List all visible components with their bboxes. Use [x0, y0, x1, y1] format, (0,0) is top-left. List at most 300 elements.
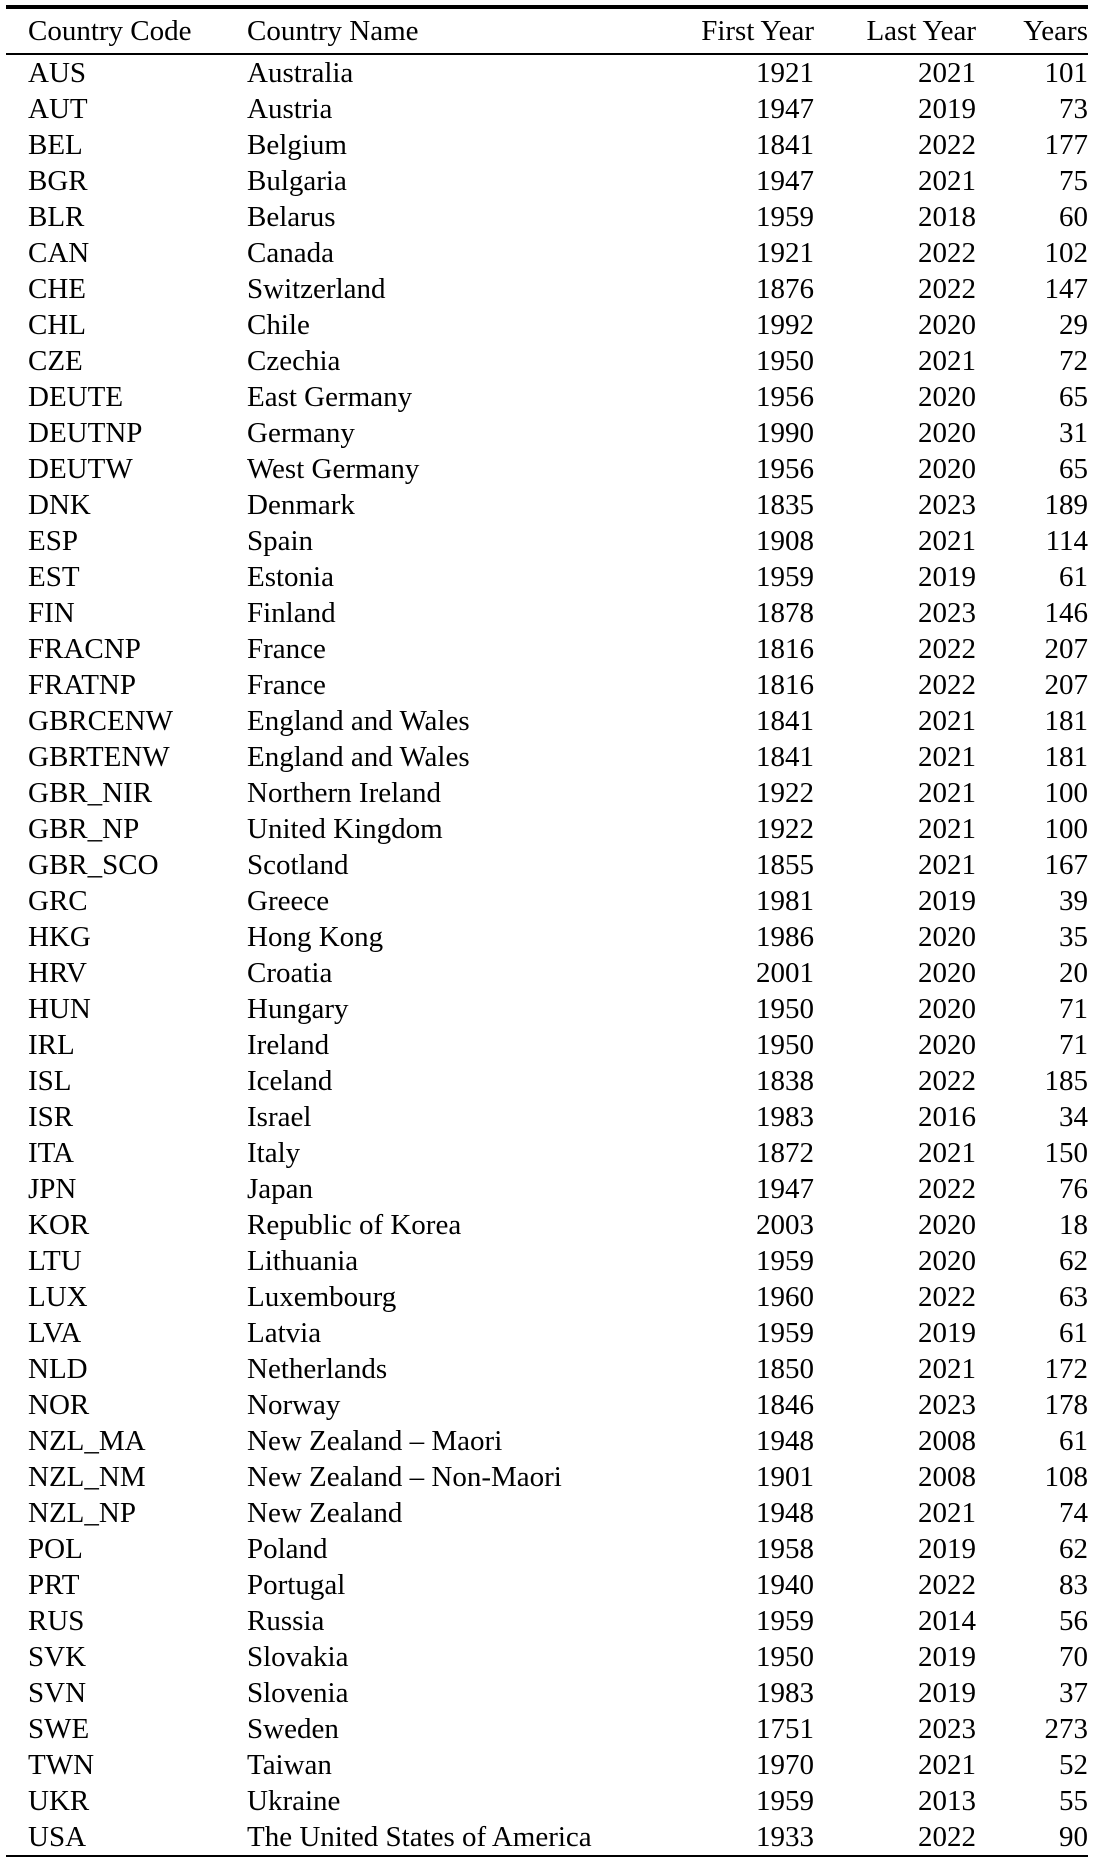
cell-years: 65 [1059, 380, 1088, 413]
cell-country-name: Slovakia [247, 1640, 349, 1673]
table-row [6, 1639, 1088, 1675]
table-row [6, 1135, 1088, 1171]
cell-country-code: HKG [28, 920, 91, 953]
cell-last-year: 2021 [918, 344, 976, 377]
col-header-years: Years [976, 7, 1088, 54]
cell-country-code: HUN [28, 992, 91, 1025]
cell-country-code: BGR [28, 164, 88, 197]
col-header-country-code: Country Code [6, 7, 247, 54]
cell-last-year: 2020 [918, 956, 976, 989]
cell-country-code: IRL [28, 1028, 75, 1061]
cell-years: 31 [1059, 416, 1088, 449]
cell-country-name: East Germany [247, 380, 413, 413]
table-row [6, 235, 1088, 271]
cell-country-name: Australia [247, 56, 354, 89]
cell-country-code: ESP [28, 524, 78, 557]
cell-years: 76 [1059, 1172, 1088, 1205]
cell-country-name: Denmark [247, 488, 355, 521]
table-row [6, 1531, 1088, 1567]
table-row [6, 1099, 1088, 1135]
cell-last-year: 2019 [918, 1640, 976, 1673]
cell-last-year: 2020 [918, 1028, 976, 1061]
cell-country-name: Hong Kong [247, 920, 384, 953]
cell-country-code: SVK [28, 1640, 87, 1673]
table-row [6, 91, 1088, 127]
cell-years: 70 [1059, 1640, 1088, 1673]
cell-years: 52 [1059, 1748, 1088, 1781]
cell-country-name: Portugal [247, 1568, 346, 1601]
cell-country-name: Italy [247, 1136, 301, 1169]
cell-first-year: 1950 [756, 1028, 814, 1061]
cell-country-name: Czechia [247, 344, 341, 377]
cell-country-name: Republic of Korea [247, 1208, 462, 1241]
col-header-last-year: Last Year [814, 7, 976, 54]
cell-country-code: JPN [28, 1172, 77, 1205]
cell-last-year: 2022 [918, 632, 976, 665]
table-row [6, 1387, 1088, 1423]
col-header-first-year: First Year [660, 7, 814, 54]
cell-first-year: 1948 [756, 1496, 814, 1529]
cell-last-year: 2022 [918, 128, 976, 161]
cell-country-name: France [247, 668, 326, 701]
cell-years: 18 [1059, 1208, 1088, 1241]
cell-last-year: 2022 [918, 236, 976, 269]
cell-years: 60 [1059, 200, 1088, 233]
cell-country-name: Sweden [247, 1712, 339, 1745]
cell-last-year: 2021 [918, 740, 976, 773]
cell-last-year: 2021 [918, 1496, 976, 1529]
cell-years: 61 [1059, 560, 1088, 593]
cell-first-year: 1981 [756, 884, 814, 917]
cell-last-year: 2022 [918, 1568, 976, 1601]
cell-years: 207 [1044, 632, 1088, 665]
cell-first-year: 1816 [756, 668, 814, 701]
table-row [6, 1747, 1088, 1783]
cell-country-name: Finland [247, 596, 336, 629]
cell-country-name: Norway [247, 1388, 341, 1421]
cell-last-year: 2021 [918, 704, 976, 737]
cell-last-year: 2021 [918, 164, 976, 197]
cell-country-code: FIN [28, 596, 75, 629]
cell-years: 177 [1044, 128, 1088, 161]
cell-country-code: NLD [28, 1352, 88, 1385]
cell-country-name: Belgium [247, 128, 347, 161]
table-row [6, 1459, 1088, 1495]
cell-first-year: 1983 [756, 1100, 814, 1133]
cell-first-year: 1947 [756, 92, 814, 125]
country-coverage-table [6, 5, 1088, 1857]
cell-last-year: 2020 [918, 1244, 976, 1277]
cell-years: 29 [1059, 308, 1088, 341]
cell-country-code: GBR_SCO [28, 848, 159, 881]
cell-country-code: ISL [28, 1064, 72, 1097]
cell-first-year: 1921 [756, 236, 814, 269]
cell-first-year: 1959 [756, 200, 814, 233]
cell-last-year: 2008 [918, 1424, 976, 1457]
cell-last-year: 2018 [918, 200, 976, 233]
cell-years: 72 [1059, 344, 1088, 377]
cell-country-name: United Kingdom [247, 812, 443, 845]
cell-country-code: GBRTENW [28, 740, 170, 773]
table-row [6, 1207, 1088, 1243]
cell-first-year: 1948 [756, 1424, 814, 1457]
cell-last-year: 2022 [918, 1280, 976, 1313]
cell-country-name: New Zealand [247, 1496, 403, 1529]
cell-country-code: POL [28, 1532, 83, 1565]
cell-country-code: LUX [28, 1280, 88, 1313]
cell-first-year: 1959 [756, 1316, 814, 1349]
cell-first-year: 1947 [756, 1172, 814, 1205]
cell-country-code: HRV [28, 956, 87, 989]
cell-country-code: LTU [28, 1244, 82, 1277]
cell-country-name: France [247, 632, 326, 665]
cell-years: 114 [1045, 524, 1088, 557]
cell-country-code: NZL_NP [28, 1496, 136, 1529]
cell-first-year: 1841 [756, 704, 814, 737]
cell-country-name: Bulgaria [247, 164, 347, 197]
table-row [6, 667, 1088, 703]
table-row [6, 595, 1088, 631]
cell-years: 61 [1059, 1316, 1088, 1349]
table-row [6, 379, 1088, 415]
cell-country-code: DEUTE [28, 380, 124, 413]
cell-last-year: 2019 [918, 1676, 976, 1709]
cell-country-code: BLR [28, 200, 85, 233]
cell-last-year: 2020 [918, 308, 976, 341]
cell-first-year: 1992 [756, 308, 814, 341]
cell-country-code: CHE [28, 272, 86, 305]
cell-years: 181 [1044, 740, 1088, 773]
cell-country-name: Lithuania [247, 1244, 359, 1277]
cell-country-name: Switzerland [247, 272, 386, 305]
cell-first-year: 1933 [756, 1820, 814, 1853]
table-row [6, 1711, 1088, 1747]
cell-years: 34 [1059, 1100, 1088, 1133]
cell-country-code: EST [28, 560, 80, 593]
cell-last-year: 2021 [918, 1136, 976, 1169]
cell-country-code: RUS [28, 1604, 85, 1637]
col-header-country-name: Country Name [247, 7, 660, 54]
cell-last-year: 2021 [918, 776, 976, 809]
cell-country-name: England and Wales [247, 740, 470, 773]
table-row [6, 847, 1088, 883]
cell-country-code: GBRCENW [28, 704, 173, 737]
cell-country-name: Taiwan [247, 1748, 332, 1781]
cell-first-year: 1950 [756, 1640, 814, 1673]
table-row [6, 307, 1088, 343]
cell-first-year: 1876 [756, 272, 814, 305]
cell-first-year: 1950 [756, 992, 814, 1025]
cell-years: 71 [1059, 1028, 1088, 1061]
cell-last-year: 2014 [918, 1604, 976, 1637]
cell-years: 83 [1059, 1568, 1088, 1601]
table-row [6, 1063, 1088, 1099]
cell-country-name: Luxembourg [247, 1280, 397, 1313]
cell-years: 62 [1059, 1244, 1088, 1277]
cell-years: 207 [1044, 668, 1088, 701]
cell-first-year: 1841 [756, 740, 814, 773]
cell-country-code: DEUTW [28, 452, 133, 485]
cell-country-name: The United States of America [247, 1820, 592, 1853]
table-row [6, 1675, 1088, 1711]
cell-last-year: 2019 [918, 92, 976, 125]
table-row [6, 703, 1088, 739]
cell-years: 181 [1044, 704, 1088, 737]
table-row [6, 1819, 1088, 1856]
cell-country-code: CAN [28, 236, 90, 269]
cell-last-year: 2022 [918, 1172, 976, 1205]
cell-first-year: 1959 [756, 1784, 814, 1817]
cell-last-year: 2021 [918, 56, 976, 89]
cell-years: 73 [1059, 92, 1088, 125]
cell-first-year: 1878 [756, 596, 814, 629]
table-row [6, 955, 1088, 991]
cell-country-name: Japan [247, 1172, 314, 1205]
table-row [6, 631, 1088, 667]
table-row [6, 919, 1088, 955]
table-row [6, 775, 1088, 811]
cell-first-year: 1958 [756, 1532, 814, 1565]
cell-country-code: USA [28, 1820, 87, 1853]
cell-last-year: 2019 [918, 560, 976, 593]
table-row [6, 1423, 1088, 1459]
cell-country-name: England and Wales [247, 704, 470, 737]
cell-country-name: New Zealand – Non-Maori [247, 1460, 562, 1493]
cell-first-year: 1970 [756, 1748, 814, 1781]
cell-first-year: 1990 [756, 416, 814, 449]
cell-country-code: SWE [28, 1712, 90, 1745]
table-row [6, 523, 1088, 559]
cell-last-year: 2023 [918, 1388, 976, 1421]
table-row [6, 1027, 1088, 1063]
cell-years: 55 [1059, 1784, 1088, 1817]
table-row [6, 1315, 1088, 1351]
cell-country-code: GBR_NIR [28, 776, 153, 809]
cell-country-code: NZL_MA [28, 1424, 146, 1457]
cell-last-year: 2021 [918, 524, 976, 557]
cell-years: 75 [1059, 164, 1088, 197]
cell-years: 100 [1044, 812, 1088, 845]
cell-country-name: Spain [247, 524, 314, 557]
cell-country-code: TWN [28, 1748, 95, 1781]
cell-last-year: 2021 [918, 1352, 976, 1385]
table-body [6, 54, 1088, 1856]
cell-years: 100 [1044, 776, 1088, 809]
cell-country-name: West Germany [247, 452, 420, 485]
cell-first-year: 1940 [756, 1568, 814, 1601]
cell-years: 71 [1059, 992, 1088, 1025]
cell-country-code: ITA [28, 1136, 74, 1169]
cell-last-year: 2020 [918, 452, 976, 485]
cell-years: 101 [1044, 56, 1088, 89]
table-row [6, 199, 1088, 235]
cell-last-year: 2020 [918, 380, 976, 413]
cell-years: 146 [1044, 596, 1088, 629]
cell-country-code: AUT [28, 92, 88, 125]
table-row [6, 1495, 1088, 1531]
cell-first-year: 1959 [756, 1244, 814, 1277]
cell-years: 189 [1044, 488, 1088, 521]
cell-country-name: Canada [247, 236, 334, 269]
cell-years: 178 [1044, 1388, 1088, 1421]
cell-first-year: 1947 [756, 164, 814, 197]
cell-country-name: Austria [247, 92, 333, 125]
cell-first-year: 1838 [756, 1064, 814, 1097]
cell-last-year: 2022 [918, 1820, 976, 1853]
cell-country-code: FRATNP [28, 668, 136, 701]
cell-first-year: 1956 [756, 452, 814, 485]
cell-last-year: 2020 [918, 1208, 976, 1241]
cell-first-year: 1751 [756, 1712, 814, 1745]
cell-country-name: Israel [247, 1100, 312, 1133]
cell-last-year: 2019 [918, 1532, 976, 1565]
cell-country-code: SVN [28, 1676, 87, 1709]
cell-first-year: 1841 [756, 128, 814, 161]
cell-first-year: 1950 [756, 344, 814, 377]
table-row [6, 1603, 1088, 1639]
cell-years: 102 [1044, 236, 1088, 269]
cell-last-year: 2022 [918, 668, 976, 701]
cell-first-year: 1922 [756, 776, 814, 809]
cell-last-year: 2019 [918, 1316, 976, 1349]
cell-country-code: NZL_NM [28, 1460, 146, 1493]
cell-first-year: 1956 [756, 380, 814, 413]
cell-last-year: 2023 [918, 1712, 976, 1745]
cell-years: 167 [1044, 848, 1088, 881]
cell-first-year: 1816 [756, 632, 814, 665]
cell-country-code: CHL [28, 308, 86, 341]
cell-country-name: Croatia [247, 956, 333, 989]
cell-last-year: 2019 [918, 884, 976, 917]
cell-last-year: 2023 [918, 488, 976, 521]
table-row [6, 559, 1088, 595]
cell-country-name: Ireland [247, 1028, 330, 1061]
cell-first-year: 1983 [756, 1676, 814, 1709]
cell-country-code: PRT [28, 1568, 80, 1601]
cell-first-year: 2003 [756, 1208, 814, 1241]
cell-country-name: Poland [247, 1532, 328, 1565]
cell-first-year: 1960 [756, 1280, 814, 1313]
cell-country-code: BEL [28, 128, 83, 161]
table-row [6, 451, 1088, 487]
table-row [6, 1567, 1088, 1603]
cell-country-name: New Zealand – Maori [247, 1424, 503, 1457]
cell-country-name: Hungary [247, 992, 349, 1025]
cell-years: 62 [1059, 1532, 1088, 1565]
cell-last-year: 2020 [918, 416, 976, 449]
cell-years: 35 [1059, 920, 1088, 953]
cell-last-year: 2016 [918, 1100, 976, 1133]
cell-last-year: 2021 [918, 848, 976, 881]
cell-country-code: ISR [28, 1100, 74, 1133]
cell-country-code: GBR_NP [28, 812, 140, 845]
cell-years: 147 [1044, 272, 1088, 305]
cell-years: 56 [1059, 1604, 1088, 1637]
table-row [6, 991, 1088, 1027]
cell-years: 20 [1059, 956, 1088, 989]
cell-last-year: 2023 [918, 596, 976, 629]
cell-first-year: 1850 [756, 1352, 814, 1385]
cell-years: 39 [1059, 884, 1088, 917]
cell-country-name: Northern Ireland [247, 776, 442, 809]
table-row [6, 1171, 1088, 1207]
cell-first-year: 1846 [756, 1388, 814, 1421]
cell-country-code: DNK [28, 488, 91, 521]
cell-country-name: Chile [247, 308, 310, 341]
cell-country-name: Belarus [247, 200, 336, 233]
cell-last-year: 2021 [918, 812, 976, 845]
cell-first-year: 1872 [756, 1136, 814, 1169]
cell-years: 37 [1059, 1676, 1088, 1709]
cell-last-year: 2022 [918, 272, 976, 305]
cell-first-year: 1922 [756, 812, 814, 845]
cell-first-year: 2001 [756, 956, 814, 989]
cell-years: 273 [1044, 1712, 1088, 1745]
cell-first-year: 1959 [756, 1604, 814, 1637]
cell-last-year: 2022 [918, 1064, 976, 1097]
cell-last-year: 2020 [918, 992, 976, 1025]
table-row [6, 1351, 1088, 1387]
table-row [6, 739, 1088, 775]
cell-years: 61 [1059, 1424, 1088, 1457]
cell-first-year: 1908 [756, 524, 814, 557]
cell-last-year: 2008 [918, 1460, 976, 1493]
cell-last-year: 2013 [918, 1784, 976, 1817]
cell-years: 108 [1044, 1460, 1088, 1493]
cell-country-code: GRC [28, 884, 88, 917]
cell-country-name: Scotland [247, 848, 349, 881]
cell-years: 150 [1044, 1136, 1088, 1169]
cell-years: 63 [1059, 1280, 1088, 1313]
cell-country-name: Slovenia [247, 1676, 349, 1709]
cell-country-name: Estonia [247, 560, 334, 593]
cell-country-name: Greece [247, 884, 330, 917]
cell-last-year: 2021 [918, 1748, 976, 1781]
cell-country-code: KOR [28, 1208, 90, 1241]
cell-country-code: NOR [28, 1388, 90, 1421]
cell-first-year: 1855 [756, 848, 814, 881]
table-row [6, 883, 1088, 919]
cell-country-code: FRACNP [28, 632, 141, 665]
cell-country-code: LVA [28, 1316, 82, 1349]
cell-country-code: AUS [28, 56, 87, 89]
table-header [6, 7, 1088, 54]
table-row [6, 127, 1088, 163]
cell-country-name: Germany [247, 416, 355, 449]
cell-years: 185 [1044, 1064, 1088, 1097]
cell-country-name: Latvia [247, 1316, 322, 1349]
table-row [6, 1783, 1088, 1819]
cell-last-year: 2020 [918, 920, 976, 953]
cell-country-name: Netherlands [247, 1352, 388, 1385]
table-row [6, 54, 1088, 91]
table-row [6, 163, 1088, 199]
table-row [6, 343, 1088, 379]
table-row [6, 811, 1088, 847]
cell-years: 74 [1059, 1496, 1088, 1529]
cell-country-name: Ukraine [247, 1784, 341, 1817]
cell-country-name: Iceland [247, 1064, 333, 1097]
table-row [6, 1243, 1088, 1279]
cell-years: 65 [1059, 452, 1088, 485]
table-row [6, 487, 1088, 523]
cell-country-code: UKR [28, 1784, 90, 1817]
table-row [6, 271, 1088, 307]
cell-first-year: 1986 [756, 920, 814, 953]
cell-country-code: CZE [28, 344, 83, 377]
cell-first-year: 1901 [756, 1460, 814, 1493]
cell-first-year: 1959 [756, 560, 814, 593]
